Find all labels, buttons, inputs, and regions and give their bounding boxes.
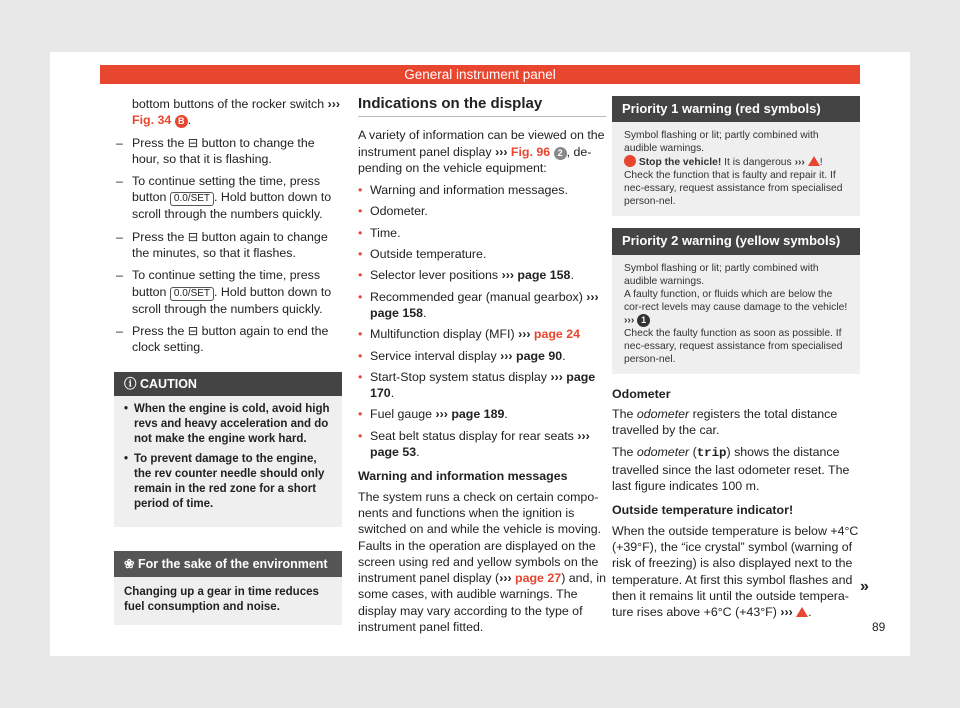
- step-3: – Press the ⊟ button again to change the minutes, so that it flashes.: [114, 229, 342, 262]
- step-4: – To continue setting the time, press button 0.0/SET . Hold button down to scroll through the numbers quickly.: [114, 267, 342, 317]
- trip-para: The odometer (trip) shows the distance travelled since the last odometer reset. The last figure indicates 100 m.: [612, 445, 850, 494]
- section-heading: Indications on the display: [358, 96, 606, 117]
- list-item: • Fuel gauge ››› page 189.: [358, 406, 606, 422]
- temperature-heading: Outside temperature indicator!: [612, 503, 794, 518]
- intro-paragraph: A variety of information can be viewed on the instrument panel display ››› Fig. 96 2 , de-pending on the vehicle equipment:: [358, 128, 605, 175]
- odometer-para: The odometer registers the total distance travelled by the car.: [612, 406, 838, 438]
- page-ref[interactable]: page 170: [370, 369, 596, 401]
- list-item: • Time.: [358, 225, 606, 241]
- page-ref[interactable]: page 158: [370, 305, 424, 320]
- marker-2: 2: [554, 147, 567, 160]
- step-1: – Press the ⊟ button to change the hour, so that it is flashing.: [114, 135, 342, 168]
- caution-header: ⓘ CAUTION: [114, 372, 342, 396]
- clock-button-icon: ⊟: [187, 135, 199, 150]
- caution-item: • When the engine is cold, avoid high revs and heavy acceleration and do not make the engine work hard.: [124, 402, 332, 447]
- column-left: [114, 96, 342, 625]
- list-item: • Recommended gear (manual gearbox) ››› page 158.: [358, 289, 606, 322]
- page-number: 89: [872, 620, 886, 634]
- prio2-line: Check the faulty function as soon as possible. If nec-essary, request assistance from specialised person-nel.: [624, 327, 843, 365]
- list-item: • Outside temperature.: [358, 246, 606, 262]
- list-item: • Warning and information messages.: [358, 182, 606, 198]
- intro-text: bottom buttons of the rocker switch ››› Fig. 34 B .: [132, 97, 340, 128]
- stop-icon: [624, 155, 636, 167]
- warning-triangle-icon: [808, 156, 820, 166]
- priority2-box: [612, 228, 860, 373]
- marker-b: B: [175, 115, 188, 128]
- list-item: • Odometer.: [358, 203, 606, 219]
- set-key: 0.0/SET: [170, 287, 214, 301]
- page-ref[interactable]: page 158: [517, 268, 571, 283]
- prio1-stop-line: Stop the vehicle! It is dangerous ››› !: [624, 155, 850, 169]
- list-item: • Seat belt status display for rear seats ››› page 53.: [358, 428, 606, 461]
- prio2-line: A faulty function, or fluids which are below the cor-rect levels may cause damage to the vehicle! ››› 1: [624, 288, 848, 326]
- list-item: • Service interval display ››› page 90.: [358, 348, 606, 364]
- page-ref[interactable]: page 24: [533, 327, 581, 342]
- list-item: • Selector lever positions ››› page 158.: [358, 267, 606, 283]
- environment-body: Changing up a gear in time reduces fuel consumption and noise.: [124, 586, 319, 614]
- page-ref[interactable]: page 90: [516, 348, 563, 363]
- priority2-header: Priority 2 warning (yellow symbols): [612, 228, 860, 254]
- caution-box: [114, 372, 342, 527]
- list-item: • Start-Stop system status display ››› page 170.: [358, 369, 606, 402]
- temperature-para: When the outside temperature is below +4°C (+39°F), the “ice crystal” symbol (warning of risk of freezing) is also displayed next to the temperature. At first this symbol flashes and then it remains lit until the outside tempera-ture rises above +6°C (+43°F) ››› .: [612, 523, 859, 620]
- section-header: General instrument panel: [100, 65, 860, 84]
- odometer-heading: Odometer: [612, 386, 671, 401]
- set-key: 0.0/SET: [170, 192, 214, 206]
- prio2-line: Symbol flashing or lit; partly combined with audible warnings.: [624, 262, 819, 287]
- continue-mark: »: [860, 578, 869, 595]
- column-right: [612, 96, 860, 626]
- subheading: Warning and information messages: [358, 469, 568, 484]
- priority1-box: [612, 96, 860, 216]
- page-ref[interactable]: page 27: [515, 571, 562, 586]
- priority1-header: Priority 1 warning (red symbols): [612, 96, 860, 122]
- caution-item: • To prevent damage to the engine, the rev counter needle should only remain in the red zone for a short period of time.: [124, 452, 332, 512]
- page-ref[interactable]: page 189: [451, 407, 505, 422]
- prio1-line: Symbol flashing or lit; partly combined with audible warnings.: [624, 130, 819, 155]
- environment-box: [114, 551, 342, 625]
- step-5: – Press the ⊟ button again to end the clock setting.: [114, 323, 342, 356]
- warning-paragraph: The system runs a check on certain compo-nents and functions when the ignition is switched on and while the vehicle is moving. Faults in the operation are displayed on the screen using red and yellow symbols on the instrument panel display (››› page 27) and, in some cases, with audible warnings. The display may vary according to the type of instrument panel fitted.: [358, 489, 606, 635]
- clock-button-icon: ⊟: [187, 323, 199, 338]
- page-ref[interactable]: page 53: [370, 445, 417, 460]
- column-middle: [358, 96, 606, 641]
- info-icon: ⓘ: [124, 376, 137, 391]
- clock-button-icon: ⊟: [187, 229, 199, 244]
- prio1-line: Check the function that is faulty and repair it. If nec-essary, request assistance from specialised person-nel.: [624, 170, 843, 208]
- leaf-icon: ❀: [124, 556, 135, 571]
- step-2: – To continue setting the time, press button 0.0/SET . Hold button down to scroll through the numbers quickly.: [114, 173, 342, 223]
- warning-triangle-icon: [796, 607, 808, 617]
- environment-header: ❀ For the sake of the environment: [114, 551, 342, 577]
- list-item: • Multifunction display (MFI) ››› page 24: [358, 326, 606, 342]
- fig-ref[interactable]: Fig. 96: [510, 144, 551, 159]
- notice-icon: 1: [637, 314, 650, 327]
- fig-ref[interactable]: Fig. 34: [132, 113, 172, 128]
